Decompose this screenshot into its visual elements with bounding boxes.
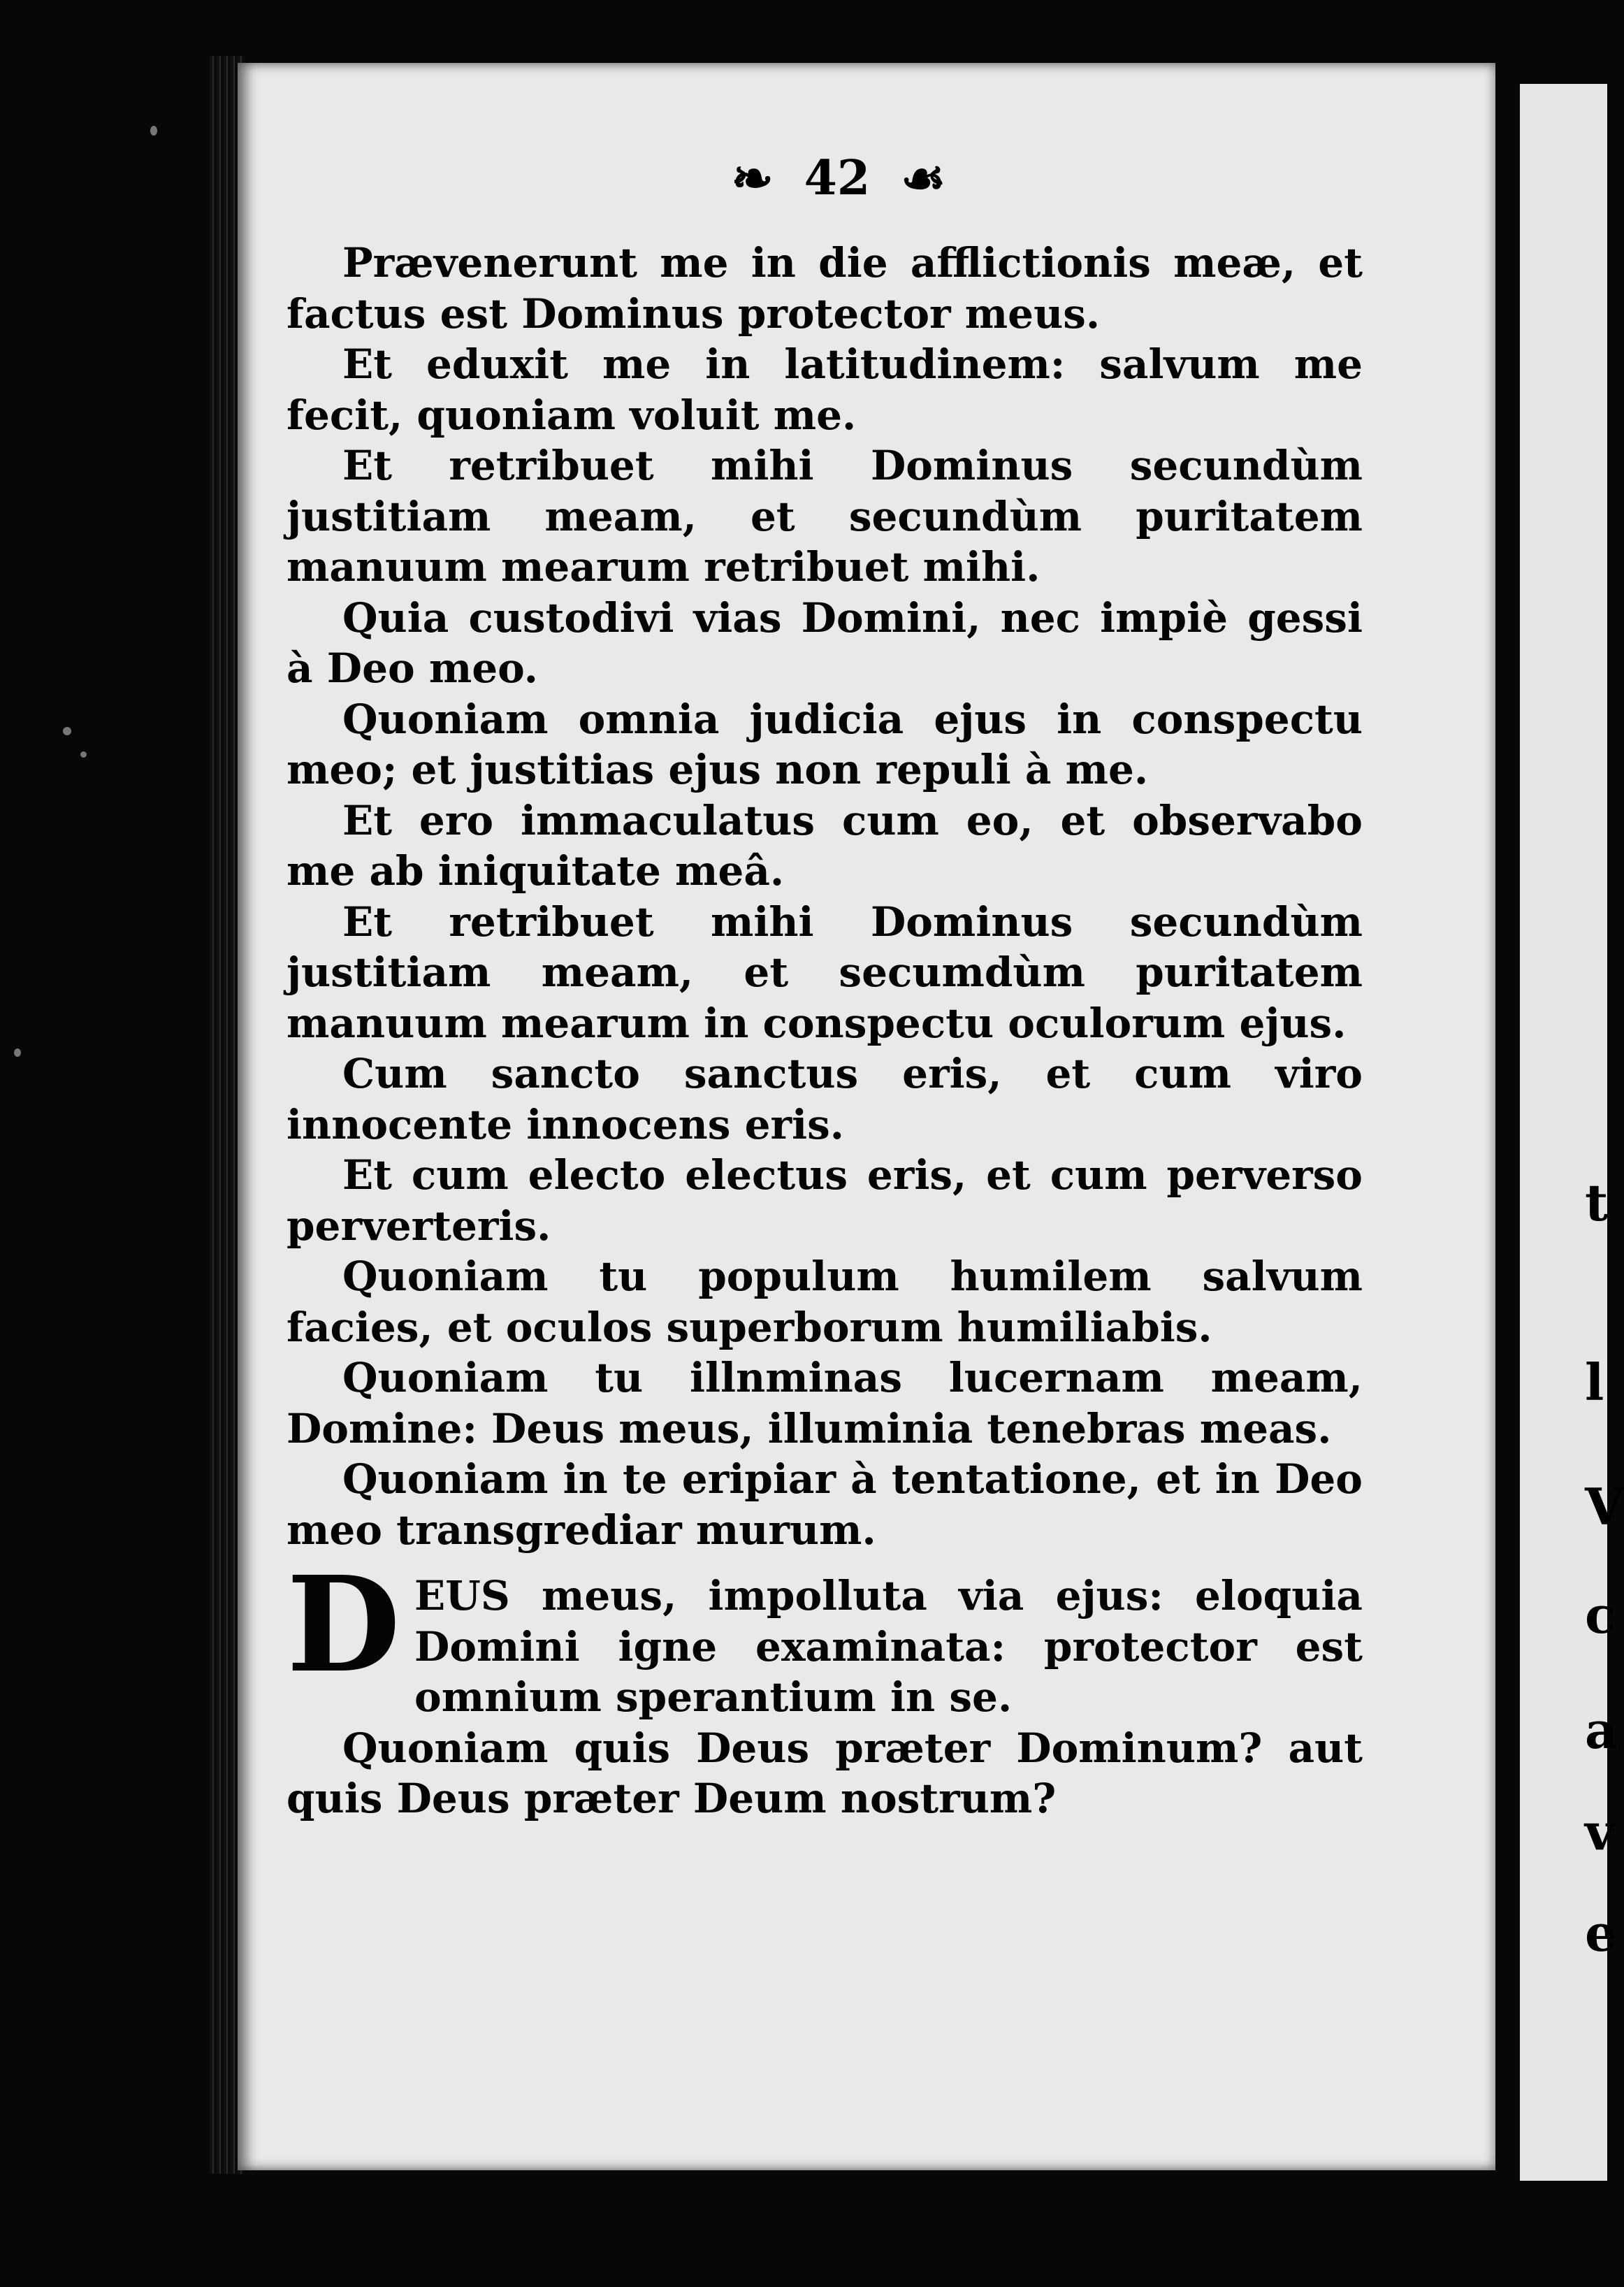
facing-fragment: t bbox=[1585, 1173, 1609, 1232]
facing-fragment: e bbox=[1585, 1903, 1617, 1963]
verse: Et cum electo electus eris, et cum perverso perverteris. bbox=[287, 1151, 1363, 1250]
page-number: 42 bbox=[804, 150, 871, 206]
initial-paragraph-text: EUS meus, impolluta via ejus: eloquia Domini igne examinata: protector est omnium sperantium in se. bbox=[414, 1572, 1363, 1721]
verse: Prævenerunt me in die afflictionis meæ, et factus est Dominus protector meus. bbox=[287, 239, 1363, 338]
page-body bbox=[287, 238, 1363, 1824]
facing-fragment: l bbox=[1585, 1352, 1604, 1412]
verse: Cum sancto sanctus eris, et cum viro innocente innocens eris. bbox=[287, 1050, 1363, 1148]
verse: Et ero immaculatus cum eo, et observabo me ab iniquitate meâ. bbox=[287, 796, 1363, 895]
facing-fragment: V bbox=[1585, 1477, 1624, 1536]
facing-fragment: c bbox=[1585, 1585, 1616, 1645]
verse: Quoniam in te eripiar à tentatione, et in Deo meo transgrediar murum. bbox=[287, 1455, 1363, 1554]
verse: Quoniam tu illnminas lucernam meam, Domine: Deus meus, illuminia tenebras meas. bbox=[287, 1354, 1363, 1452]
verse: Quia custodivi vias Domini, nec impiè gessi à Deo meo. bbox=[287, 593, 1363, 692]
verse: Et eduxit me in latitudinem: salvum me fecit, quoniam voluit me. bbox=[287, 340, 1363, 439]
final-verse: Quoniam quis Deus præter Dominum? aut quis Deus præter Deum nostrum? bbox=[287, 1724, 1363, 1822]
drop-cap: D bbox=[287, 1547, 401, 1702]
facing-fragment: a bbox=[1585, 1701, 1618, 1760]
facing-fragment: v bbox=[1585, 1802, 1614, 1861]
ornament-left-icon: ❧ bbox=[731, 147, 774, 208]
verse: Et retribuet mihi Dominus secundùm justitiam meam, et secumdùm puritatem manuum mearum in conspectu oculorum ejus. bbox=[287, 897, 1363, 1047]
verse: Quoniam omnia judicia ejus in conspectu meo; et justitias ejus non repuli à me. bbox=[287, 695, 1363, 793]
ornament-right-icon: ☙ bbox=[900, 147, 946, 208]
verse: Et retribuet mihi Dominus secundùm justitiam meam, et secundùm puritatem manuum mearum retribuet mihi. bbox=[287, 442, 1363, 591]
initial-paragraph bbox=[287, 1547, 1363, 1723]
facing-page-text bbox=[1585, 0, 1624, 2287]
verse: Quoniam tu populum humilem salvum facies, et oculos superborum humiliabis. bbox=[287, 1253, 1363, 1351]
page-header bbox=[699, 147, 978, 208]
